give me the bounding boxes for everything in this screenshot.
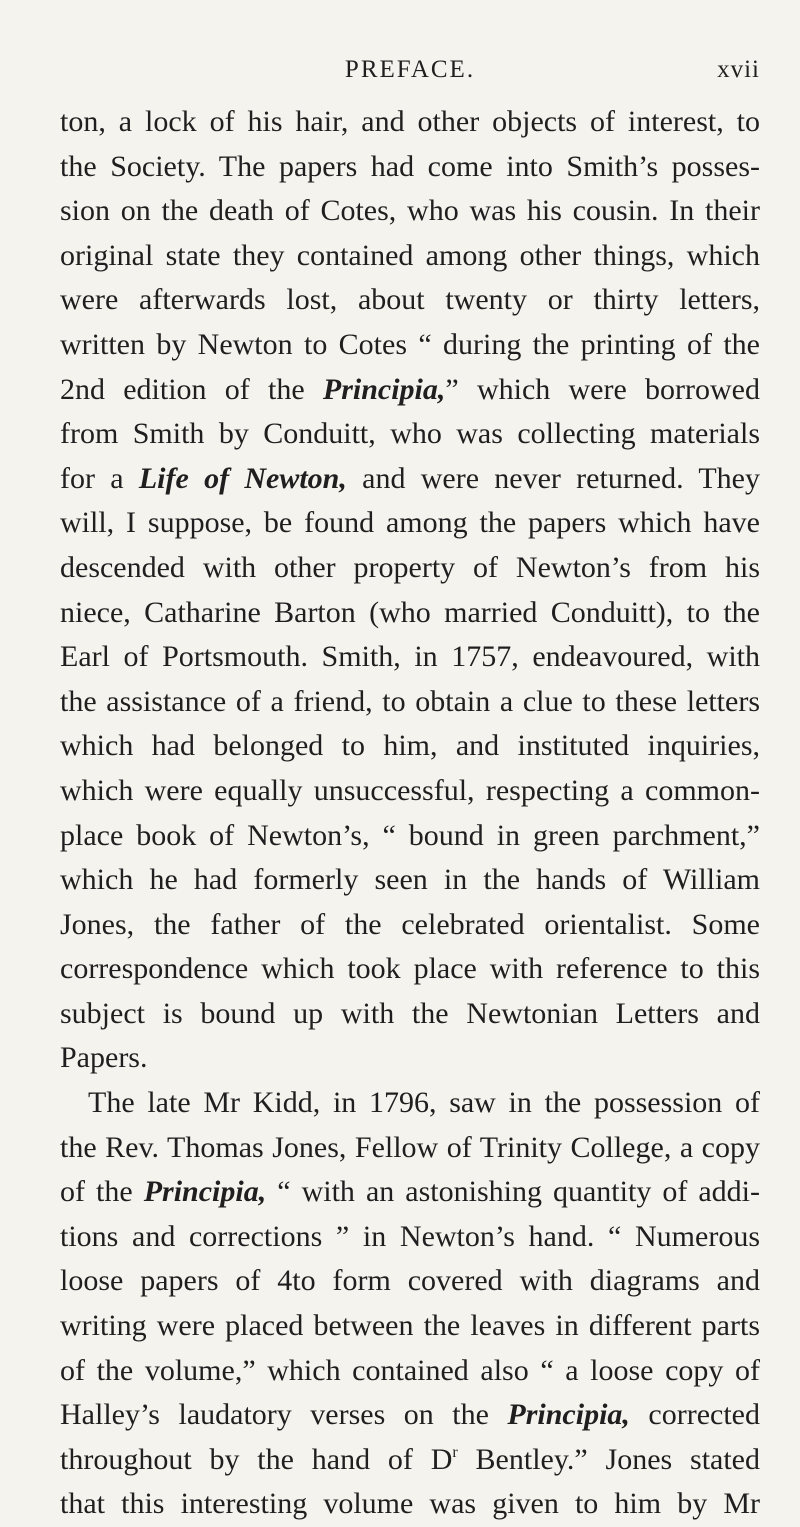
text-line: writing were placed between the leaves in different parts xyxy=(60,1309,760,1343)
text-line: Earl of Portsmouth. Smith, in 1757, endeavoured, with xyxy=(60,640,760,674)
text-line: which were equally unsuccessful, respecting a common- xyxy=(60,773,760,807)
text-line: loose papers of 4to form covered with diagrams and xyxy=(60,1264,760,1298)
text-line xyxy=(60,1438,760,1483)
text-line: the assistance of a friend, to obtain a clue to these letters xyxy=(60,684,760,718)
text-line: ton, a lock of his hair, and other objects of interest, to xyxy=(60,105,760,138)
line-text: throughout by the hand of D xyxy=(60,1442,453,1476)
body-text xyxy=(60,100,760,1527)
text-line xyxy=(60,1170,760,1215)
running-head: PREFACE. xyxy=(344,56,476,83)
text-line xyxy=(60,368,760,413)
text-line: The late Mr Kidd, in 1796, saw in the possession of xyxy=(88,1086,760,1120)
text-line: correspondence which took place with reference to this xyxy=(60,952,760,986)
italic-title: Principia, xyxy=(322,372,446,406)
line-text: “ with an astonishing quantity of addi- xyxy=(266,1175,761,1209)
text-line: Jones, the father of the celebrated orientalist. Some xyxy=(60,907,760,941)
text-line: which had belonged to him, and instituted inquiries, xyxy=(60,729,760,763)
line-text: of the xyxy=(60,1175,144,1209)
text-line: descended with other property of Newton’s from his xyxy=(60,550,760,584)
line-text: for a xyxy=(60,461,139,495)
line-text: Halley’s laudatory verses on the xyxy=(60,1398,508,1432)
line-text: and were never returned. They xyxy=(346,461,760,495)
text-line: tions and corrections ” in Newton’s hand. “ Numerous xyxy=(60,1219,760,1253)
text-line: that this interesting volume was given to him by Mr xyxy=(60,1487,760,1521)
text-line: of the volume,” which contained also “ a loose copy of xyxy=(60,1353,760,1387)
line-text: 2nd edition of the xyxy=(60,372,323,406)
text-line: subject is bound up with the Newtonian Letters and xyxy=(60,996,760,1030)
text-line: which he had formerly seen in the hands of William xyxy=(60,863,760,897)
text-line: original state they contained among other things, which xyxy=(60,238,760,272)
italic-title: Principia, xyxy=(143,1175,267,1209)
text-line xyxy=(60,457,760,502)
text-line: the Rev. Thomas Jones, Fellow of Trinity College, a copy xyxy=(60,1130,760,1164)
line-text: corrected xyxy=(629,1398,761,1432)
text-line: will, I suppose, be found among the papers which have xyxy=(60,506,760,540)
text-line: written by Newton to Cotes “ during the printing of the xyxy=(60,327,760,361)
page-number: xvii xyxy=(717,56,760,83)
text-line: niece, Catharine Barton (who married Conduitt), to the xyxy=(60,595,760,629)
page-header xyxy=(60,56,760,90)
line-text: Bentley.” Jones stated xyxy=(457,1442,760,1476)
superscript: r xyxy=(452,1443,458,1461)
text-line: from Smith by Conduitt, who was collecting materials xyxy=(60,417,760,451)
line-text: ” which were borrowed xyxy=(445,372,760,406)
text-line: were afterwards lost, about twenty or thirty letters, xyxy=(60,283,760,317)
text-line: Papers. xyxy=(60,1041,148,1075)
text-line xyxy=(60,1393,760,1438)
text-line: the Society. The papers had come into Smith’s posses- xyxy=(60,149,760,183)
italic-title: Life of Newton, xyxy=(138,461,347,495)
text-line: sion on the death of Cotes, who was his cousin. In their xyxy=(60,194,760,228)
text-line: place book of Newton’s, “ bound in green parchment,” xyxy=(60,818,760,852)
italic-title: Principia, xyxy=(507,1398,630,1432)
